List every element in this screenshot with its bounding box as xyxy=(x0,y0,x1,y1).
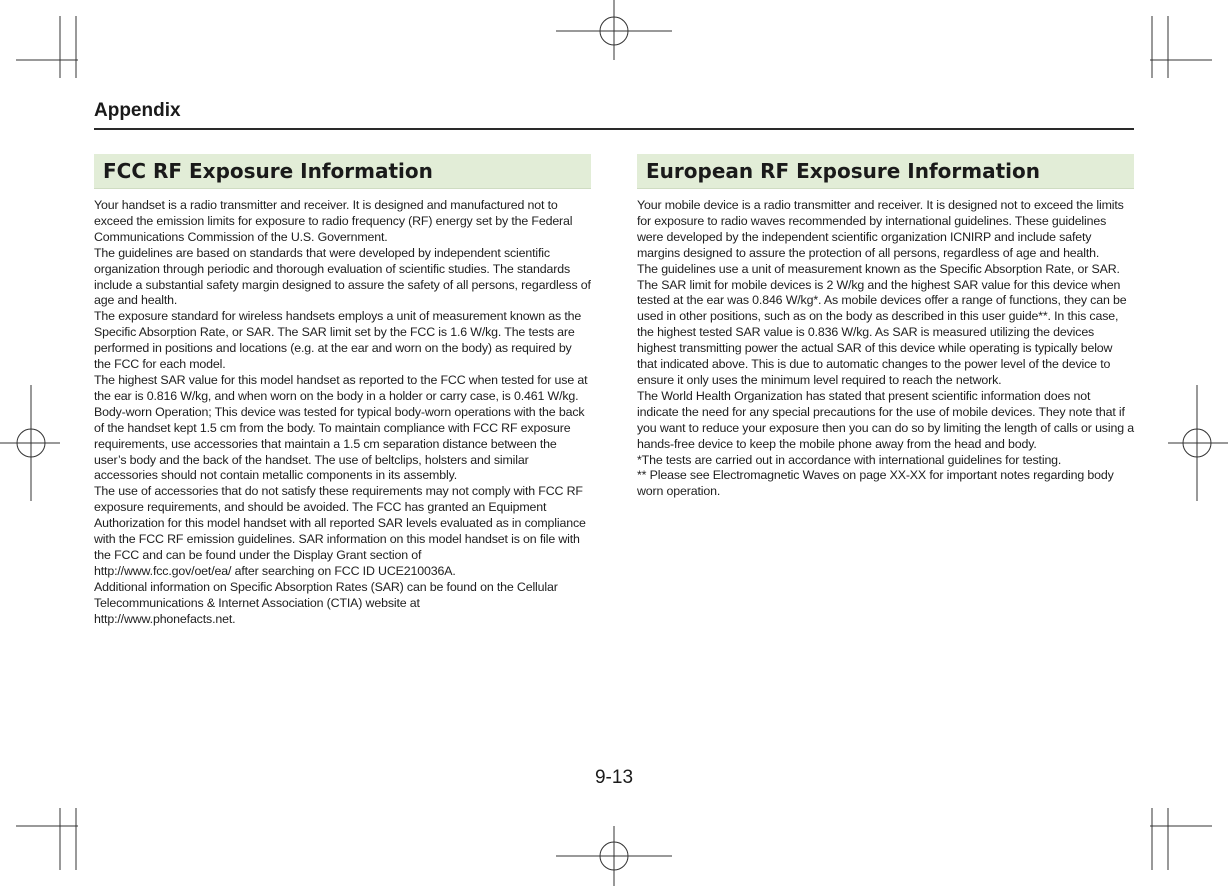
fcc-link-text: http://www.fcc.gov/oet/ea/ after searching on FCC ID UCE210036A. xyxy=(94,563,456,578)
paragraph: The guidelines use a unit of measurement known as the Specific Absorption Rate, or SAR. The SAR limit for mobile devices is 2 W/kg and the highest SAR value for this device when tested at the ear was 0.846 W/kg*. As mobile devices offer a range of functions, they can be used in other positions, such as on the body as described in this user guide**. In this case, the highest tested SAR value is 0.836 W/kg. As SAR is measured utilizing the devices highest transmitting power the actual SAR of this device while operating is typically below that indicated above. This is due to automatic changes to the power level of the device to ensure it only uses the minimum level required to reach the network. xyxy=(637,261,1127,387)
paragraph: The highest SAR value for this model handset as reported to the FCC when tested for use at the ear is 0.816 W/kg, and when worn on the body in a holder or carry case, is 0.461 W/kg. xyxy=(94,372,588,403)
european-heading: European RF Exposure Information xyxy=(646,159,1040,183)
header-rule xyxy=(94,128,1134,130)
fcc-body xyxy=(94,198,591,627)
paragraph: The use of accessories that do not satisfy these requirements may not comply with FCC RF exposure requirements, and should be avoided. The FCC has granted an Equipment Authorization for this model handset with all reported SAR levels evaluated as in compliance with the FCC RF emission guidelines. SAR information on this model handset is on file with the FCC and can be found under the Display Grant section of xyxy=(94,484,586,562)
paragraph: Additional information on Specific Absorption Rates (SAR) can be found on the Cellular Telecommunications & Internet Association (CTIA) website at xyxy=(94,579,558,610)
european-section xyxy=(637,154,1134,500)
page-number: 9-13 xyxy=(594,767,634,788)
european-body xyxy=(637,198,1134,500)
paragraph: The guidelines are based on standards that were developed by independent scientific organization through periodic and thorough evaluation of scientific studies. The standards include a substantial safety margin designed to assure the safety of all persons, regardless of age and health. xyxy=(94,245,591,308)
fcc-heading-band xyxy=(94,154,591,189)
paragraph: The World Health Organization has stated that present scientific information does not indicate the need for any special precautions for the use of mobile devices. They note that if you want to reduce your exposure then you can do so by limiting the length of calls or using a hands-free device to keep the mobile phone away from the head and body. xyxy=(637,388,1134,451)
paragraph: The exposure standard for wireless handsets employs a unit of measurement known as the Specific Absorption Rate, or SAR. The SAR limit set by the FCC is 1.6 W/kg. The tests are performed in positions and locations (e.g. at the ear and worn on the body) as required by the FCC for each model. xyxy=(94,309,582,372)
fcc-section xyxy=(94,154,591,627)
phonefacts-link-text: http://www.phonefacts.net. xyxy=(94,611,236,626)
fcc-heading: FCC RF Exposure Information xyxy=(103,159,433,183)
footnote: ** Please see Electromagnetic Waves on page XX-XX for important notes regarding body worn operation. xyxy=(637,468,1114,499)
footnote: *The tests are carried out in accordance with international guidelines for testing. xyxy=(637,452,1062,467)
paragraph: Body-worn Operation; This device was tested for typical body-worn operations with the back of the handset kept 1.5 cm from the body. To maintain compliance with FCC RF exposure requirements, use accessories that maintain a 1.5 cm separation distance between the user’s body and the back of the handset. The use of beltclips, holsters and similar accessories should not contain metallic components in its assembly. xyxy=(94,404,585,483)
european-heading-band xyxy=(637,154,1134,189)
paragraph: Your mobile device is a radio transmitter and receiver. It is designed not to exceed the limits for exposure to radio waves recommended by international guidelines. These guidelines were developed by the independent scientific organization ICNIRP and include safety margins designed to assure the protection of all persons, regardless of age and health. xyxy=(637,198,1124,260)
paragraph: Your handset is a radio transmitter and receiver. It is designed and manufactured not to exceed the emission limits for exposure to radio frequency (RF) energy set by the Federal Communications Commission of the U.S. Government. xyxy=(94,198,573,244)
section-title: Appendix xyxy=(94,100,181,121)
